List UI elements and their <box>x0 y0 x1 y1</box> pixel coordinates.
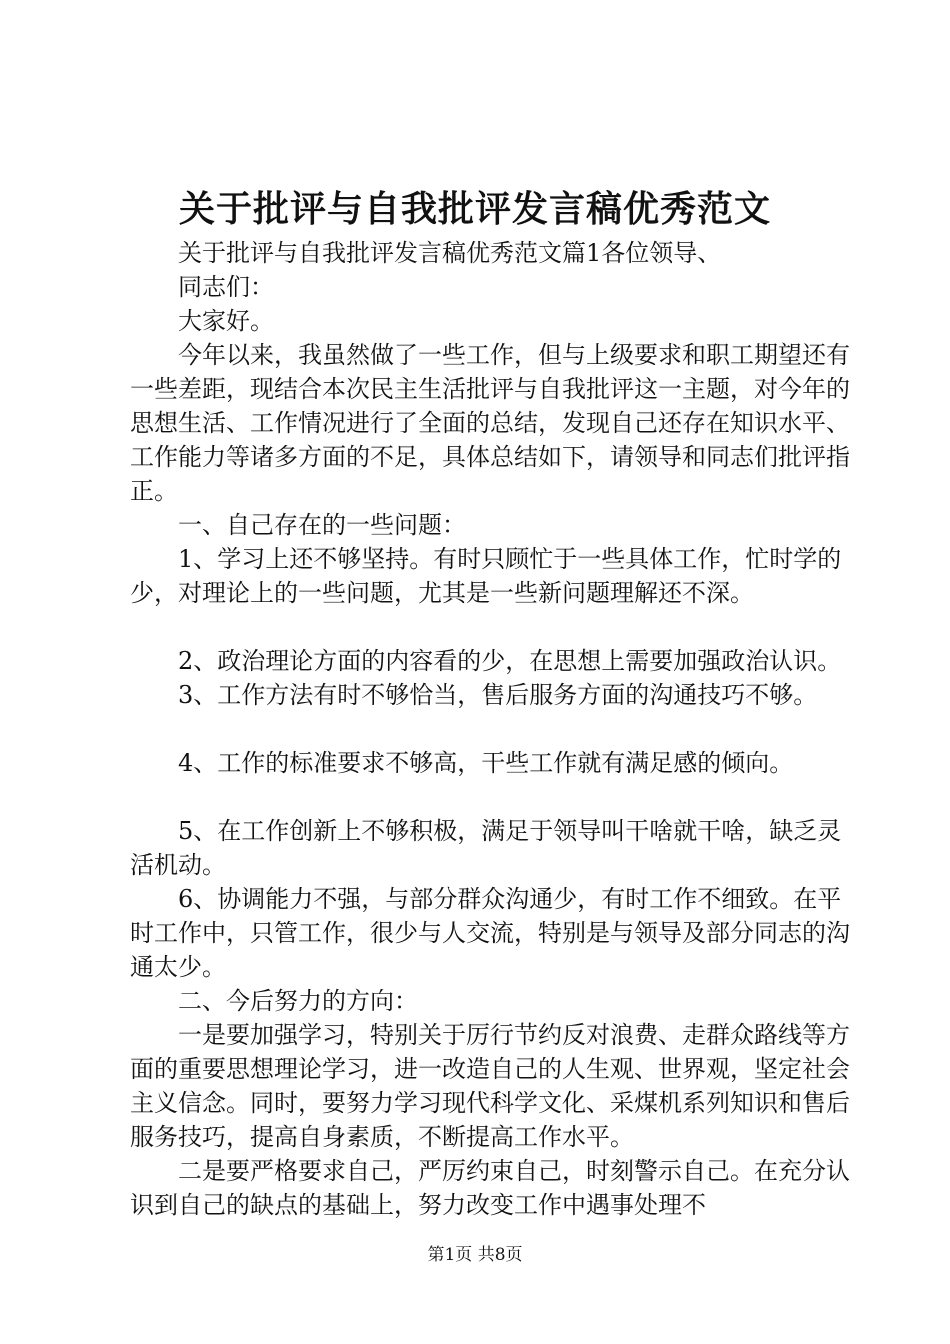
section-heading-direction: 二、今后努力的方向： <box>178 987 418 1015</box>
paragraph-greeting: 大家好。 <box>178 307 274 335</box>
problem-item-5: 5、在工作创新上不够积极，满足于领导叫干啥就干啥，缺乏灵活机动。 <box>130 817 842 879</box>
document-body <box>130 236 850 1222</box>
direction-item-1: 一是要加强学习，特别关于厉行节约反对浪费、走群众路线等方面的重要思想理论学习，进一改造自己的人生观、世界观，坚定社会主义信念。同时，要努力学习现代科学文化、采煤机系列知识和售后服务技巧，提高自身素质，不断提高工作水平。 <box>130 1021 850 1151</box>
problem-item-6: 6、协调能力不强，与部分群众沟通少，有时工作不细致。在平时工作中，只管工作，很少与人交流，特别是与领导及部分同志的沟通太少。 <box>130 885 850 981</box>
direction-item-2: 二是要严格要求自己，严厉约束自己，时刻警示自己。在充分认识到自己的缺点的基础上，努力改变工作中遇事处理不 <box>130 1157 850 1219</box>
paragraph-intro: 关于批评与自我批评发言稿优秀范文篇1各位领导、 <box>178 239 722 267</box>
problem-item-1: 1、学习上还不够坚持。有时只顾忙于一些具体工作，忙时学的少，对理论上的一些问题，尤其是一些新问题理解还不深。 <box>130 545 842 607</box>
paragraph-salutation: 同志们： <box>178 273 274 301</box>
document-title: 关于批评与自我批评发言稿优秀范文 <box>178 188 771 230</box>
section-heading-problems: 一、自己存在的一些问题： <box>178 511 466 539</box>
paragraph-opening: 今年以来，我虽然做了一些工作，但与上级要求和职工期望还有一些差距，现结合本次民主生活批评与自我批评这一主题，对今年的思想生活、工作情况进行了全面的总结，发现自己还存在知识水平、工作能力等诸多方面的不足，具体总结如下，请领导和同志们批评指正。 <box>130 341 850 505</box>
problem-item-3: 3、工作方法有时不够恰当，售后服务方面的沟通技巧不够。 <box>178 681 818 709</box>
problem-item-4: 4、工作的标准要求不够高，干些工作就有满足感的倾向。 <box>178 749 794 777</box>
page-footer: 第1页 共8页 <box>427 1245 523 1265</box>
problem-item-2: 2、政治理论方面的内容看的少，在思想上需要加强政治认识。 <box>178 647 842 675</box>
